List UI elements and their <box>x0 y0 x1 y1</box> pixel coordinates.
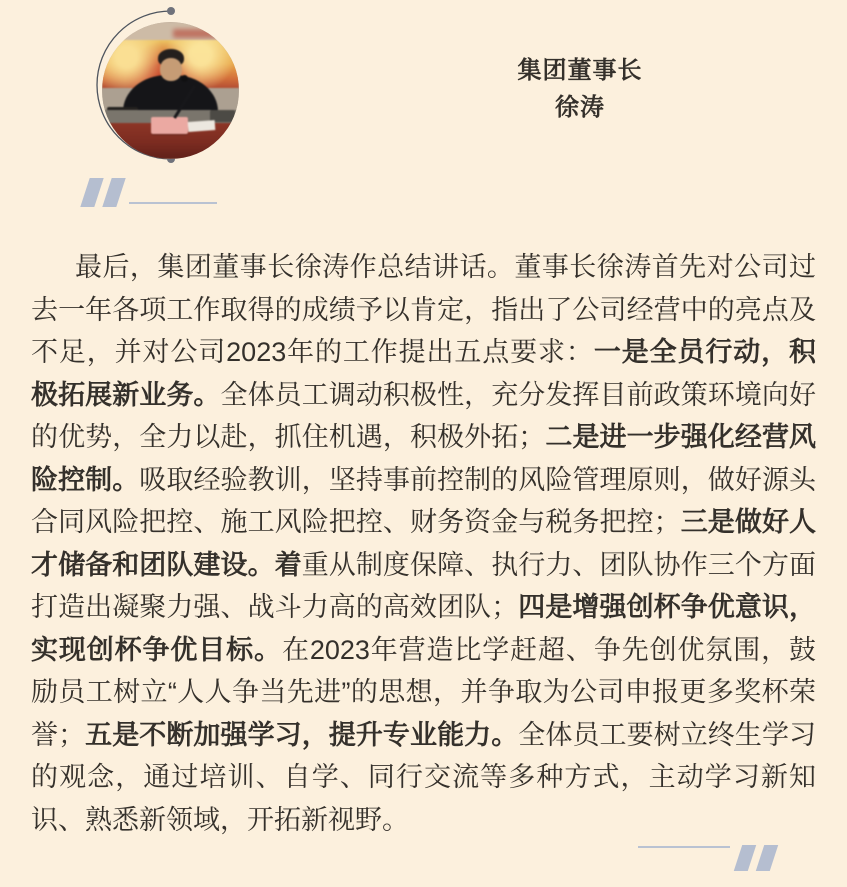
article-emphasis-text: 三是做好人才储备和团队建设。着 <box>31 507 817 580</box>
quote-slash <box>80 178 103 207</box>
article-emphasis-text: 四是增强创杯争优意识，实现创杯争优目标。 <box>31 592 817 665</box>
article-body-text: 全体员工要树立终生学习的观念，通过培训、自学、同行交流等多种方式，主动学习新知识、熟悉新领域，开拓新视野。 <box>31 719 817 835</box>
quote-slash <box>734 845 756 871</box>
photo-name-plate <box>151 117 188 135</box>
quote-rule-line <box>638 846 730 848</box>
title-name: 徐涛 <box>555 94 605 121</box>
page-title <box>440 52 720 126</box>
quote-slash <box>102 178 125 207</box>
article-emphasis-text: 五是不断加强学习，提升专业能力。 <box>85 719 519 750</box>
article-body-text: 最后，集团董事长徐涛作总结讲话。董事长徐涛首先对公司过去一年各项工作取得的成绩予以肯定，指出了公司经营中的亮点及不足，并对公司2023年的工作提出五点要求： <box>31 252 816 367</box>
article-paragraph <box>31 246 816 841</box>
arc-top-dot <box>167 7 175 15</box>
photo-paper <box>188 120 216 131</box>
quote-rule-line <box>129 202 217 204</box>
article-body-text: 在2023年营造比学赶超、争先创优氛围，鼓励员工树立“人人争当先进”的思想，并争取为公司申报更多奖杯荣誉； <box>31 634 816 750</box>
close-quote-icon <box>638 845 774 871</box>
quote-slash <box>756 845 778 871</box>
title-role: 集团董事长 <box>517 57 643 84</box>
article-emphasis-text: 二是进一步强化经营风险控制。 <box>31 422 817 495</box>
open-quote-icon <box>85 178 217 207</box>
article-body-text: 全体员工调动积极性，充分发挥目前政策环境向好的优势，全力以赴，抓住机遇，积极外拓； <box>31 379 816 452</box>
chairman-photo-content <box>102 22 239 159</box>
photo-person-face <box>160 58 182 81</box>
chairman-photo <box>102 22 239 159</box>
article-body-text: 重从制度保障、执行力、团队协作三个方面打造出凝聚力强、战斗力高的高效团队； <box>31 549 817 622</box>
article-emphasis-text: 一是全员行动，积极拓展新业务。 <box>31 337 816 410</box>
article-body-text: 吸取经验教训，坚持事前控制的风险管理原则，做好源头合同风险把控、施工风险把控、财务资金与税务把控； <box>31 464 817 537</box>
photo-banner-blur <box>173 29 220 39</box>
